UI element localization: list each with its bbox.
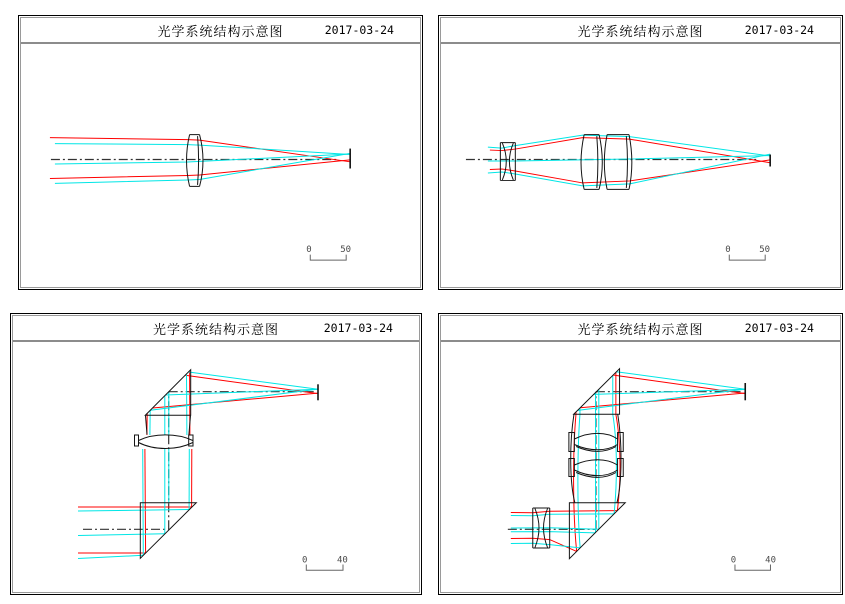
scale-bar [725, 245, 770, 260]
window-header [441, 316, 840, 342]
doublet-lens-a [581, 135, 602, 190]
layout-window-bottom-right [438, 313, 843, 595]
scale-max-label: 40 [337, 555, 348, 566]
window-title: 光学系统结构示意图 [577, 322, 704, 338]
window-header [21, 18, 420, 44]
scale-zero-label: 0 [730, 555, 737, 566]
scale-max-label: 50 [759, 245, 771, 256]
ray-bundle-field2 [488, 135, 770, 186]
window-frame [20, 17, 421, 288]
lens-barrel-edges [146, 416, 191, 435]
window-title: 光学系统结构示意图 [152, 322, 279, 338]
relay-lens [135, 435, 194, 449]
layout-window-top-left [18, 15, 423, 290]
optical-layout-drawing [441, 44, 840, 287]
window-title: 光学系统结构示意图 [157, 24, 284, 40]
window-date: 2017-03-24 [323, 321, 393, 335]
optical-layout-drawing [441, 342, 840, 592]
ray-bundle-field1 [78, 371, 318, 553]
window-date: 2017-03-24 [324, 23, 394, 37]
window-frame [12, 315, 420, 593]
optical-layout-drawing [21, 44, 420, 287]
scale-bar [731, 555, 776, 570]
scale-zero-label: 0 [725, 245, 731, 256]
layout-window-bottom-left [10, 313, 422, 595]
optical-layout-drawing [13, 342, 419, 592]
scale-bar [306, 245, 351, 260]
window-header [441, 18, 840, 44]
window-header [13, 316, 419, 342]
window-date: 2017-03-24 [744, 321, 814, 335]
scale-max-label: 50 [340, 245, 352, 256]
optical-axis [83, 392, 315, 530]
objective-doublet-lens [187, 135, 203, 187]
ray-bundle-field2 [78, 372, 318, 559]
scale-max-label: 40 [765, 555, 776, 566]
window-title: 光学系统结构示意图 [577, 24, 704, 40]
scale-zero-label: 0 [306, 245, 312, 256]
window-frame [440, 315, 841, 593]
optical-axis [508, 392, 742, 530]
scale-zero-label: 0 [302, 555, 308, 566]
window-frame [440, 17, 841, 288]
ray-bundle-field1 [511, 372, 745, 551]
layout-window-top-right [438, 15, 843, 290]
scale-bar [302, 556, 348, 571]
window-date: 2017-03-24 [744, 23, 814, 37]
ray-bundle-field2 [511, 372, 745, 548]
